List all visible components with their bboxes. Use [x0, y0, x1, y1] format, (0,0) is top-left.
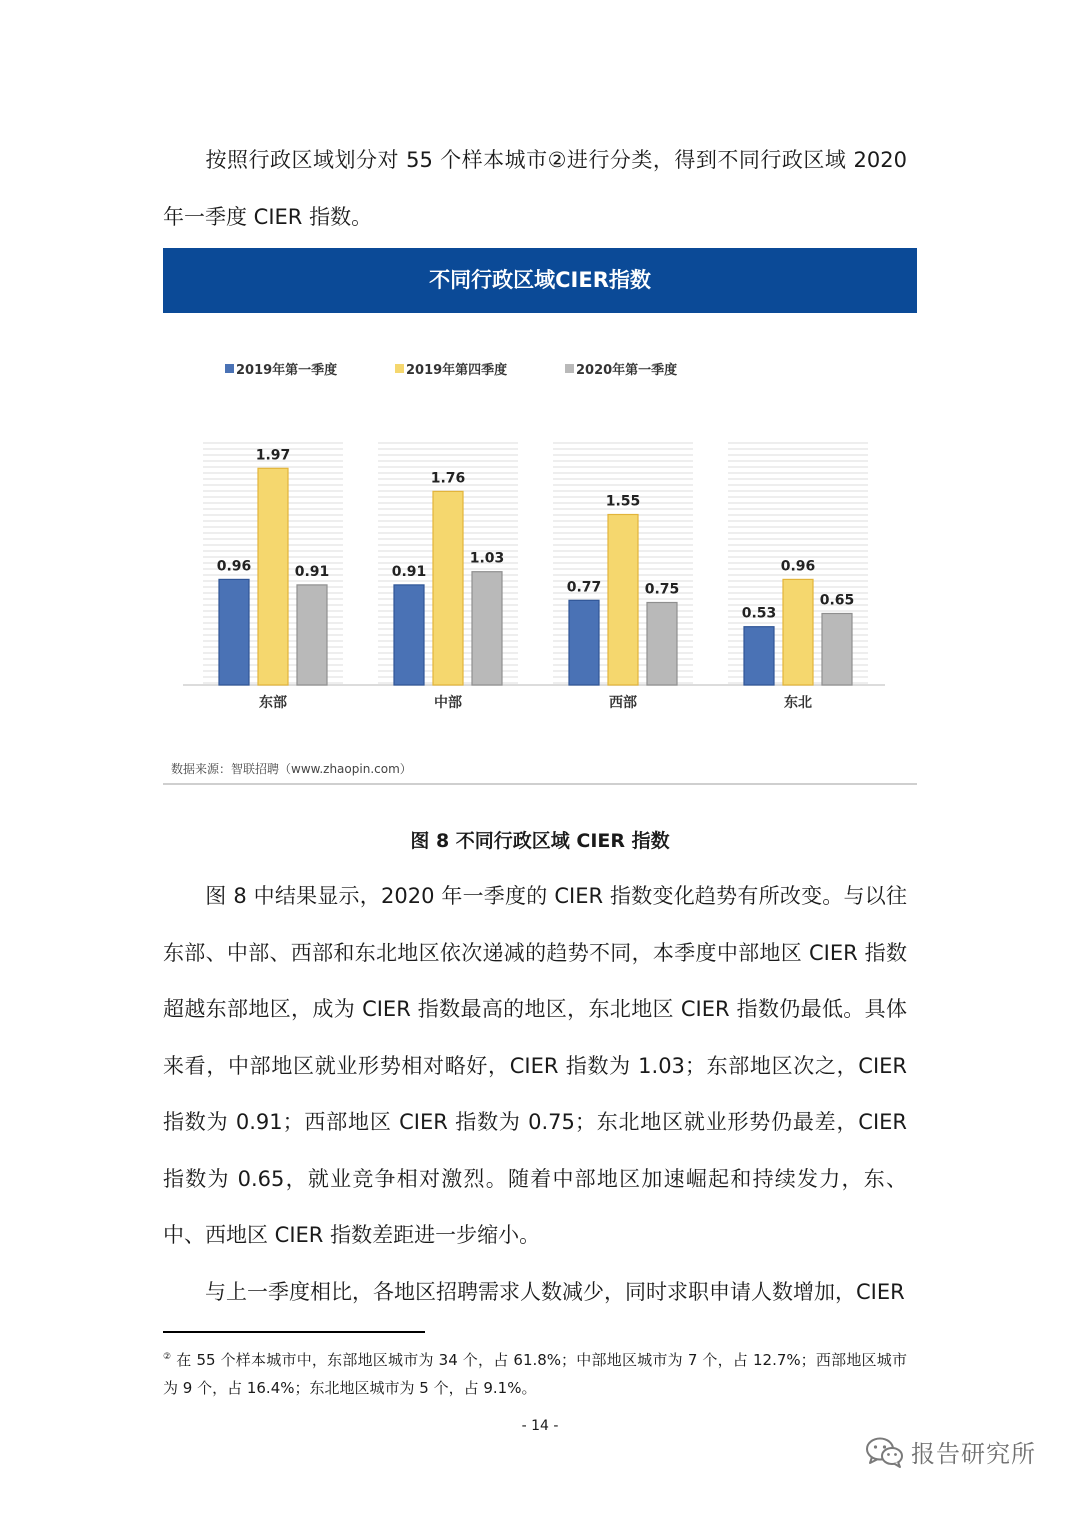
data-label: 1.03 — [469, 550, 505, 567]
bar — [647, 603, 677, 686]
bar — [822, 614, 852, 686]
x-tick-label: 中部 — [434, 695, 462, 711]
x-tick-label: 东北 — [784, 695, 812, 711]
data-label: 0.96 — [780, 558, 816, 575]
chart-source: 数据来源：智联招聘（www.zhaopin.com） — [171, 762, 412, 776]
bar — [394, 585, 424, 685]
footnote-text: 在 55 个样本城市中，东部地区城市为 34 个，占 61.8%；中部地区城市为 7 个，占 12.7%；西部地区城市为 9 个，占 16.4%；东北地区城市为 5 个，占 9.1%。 — [163, 1351, 907, 1397]
page-number: - 14 - — [521, 1418, 559, 1434]
intro-paragraph — [163, 132, 907, 245]
data-label: 1.55 — [605, 493, 641, 510]
bar — [744, 627, 774, 685]
watermark-text: 报告研究所 — [911, 1440, 1036, 1468]
data-label: 0.65 — [819, 592, 855, 609]
bar — [608, 515, 638, 686]
wechat-icon — [865, 1435, 905, 1469]
x-tick-label: 东部 — [259, 695, 287, 711]
comparison-paragraph — [163, 1264, 907, 1321]
watermark — [865, 1434, 1036, 1474]
data-label: 0.53 — [741, 605, 777, 622]
legend-item — [225, 362, 337, 380]
bar — [472, 572, 502, 685]
intro-paragraph-text: 按照行政区域划分对 55 个样本城市②进行分类，得到不同行政区域 2020 年一季度 CIER 指数。 — [163, 148, 907, 229]
bar — [783, 579, 813, 685]
data-label: 1.97 — [255, 447, 291, 464]
analysis-paragraph-text: 图 8 中结果显示，2020 年一季度的 CIER 指数变化趋势有所改变。与以往东部、中部、西部和东北地区依次递减的趋势不同，本季度中部地区 CIER 指数超越东部地区，成为 CIER 指数最高的地区，东北地区 CIER 指数仍最低。具体来看，中部地区就业形势相对略好，CIER 指数为 1.03；东部地区次之，CIER 指数为 0.91；西部地区 CIER 指数为 0.75；东北地区就业形势仍最差，CIER 指数为 0.65，就业竞争相对激烈。随着中部地区加速崛起和持续发力，东、中、西地区 CIER 指数差距进一步缩小。 — [163, 884, 907, 1247]
footnote-divider — [163, 1331, 425, 1333]
data-label: 1.76 — [430, 470, 466, 487]
legend-swatch — [395, 364, 404, 373]
bar — [297, 585, 327, 685]
bar — [258, 468, 288, 685]
footnote-marker: ② — [163, 1352, 172, 1362]
legend-item — [395, 362, 507, 380]
data-label: 0.91 — [391, 563, 427, 580]
legend-label: 2020年第一季度 — [576, 363, 678, 378]
data-label: 0.96 — [216, 558, 252, 575]
bar — [569, 600, 599, 685]
data-label: 0.91 — [294, 563, 330, 580]
chart-title-banner: 不同行政区域CIER指数 — [163, 248, 917, 313]
data-label: 0.77 — [566, 579, 602, 596]
analysis-paragraph — [163, 868, 907, 1264]
x-tick-label: 西部 — [609, 695, 637, 711]
bar — [433, 491, 463, 685]
legend-swatch — [565, 364, 574, 373]
bar-chart — [163, 420, 917, 720]
legend-item — [565, 362, 677, 380]
comparison-paragraph-text: 与上一季度相比，各地区招聘需求人数减少，同时求职申请人数增加，CIER — [205, 1280, 905, 1304]
chart-legend — [225, 362, 825, 382]
footnote — [163, 1343, 907, 1402]
data-label: 0.75 — [644, 581, 680, 598]
legend-label: 2019年第四季度 — [406, 363, 508, 378]
legend-label: 2019年第一季度 — [236, 363, 338, 378]
source-divider — [163, 783, 917, 785]
bar — [219, 579, 249, 685]
figure-caption: 图 8 不同行政区域 CIER 指数 — [410, 830, 670, 852]
legend-swatch — [225, 364, 234, 373]
